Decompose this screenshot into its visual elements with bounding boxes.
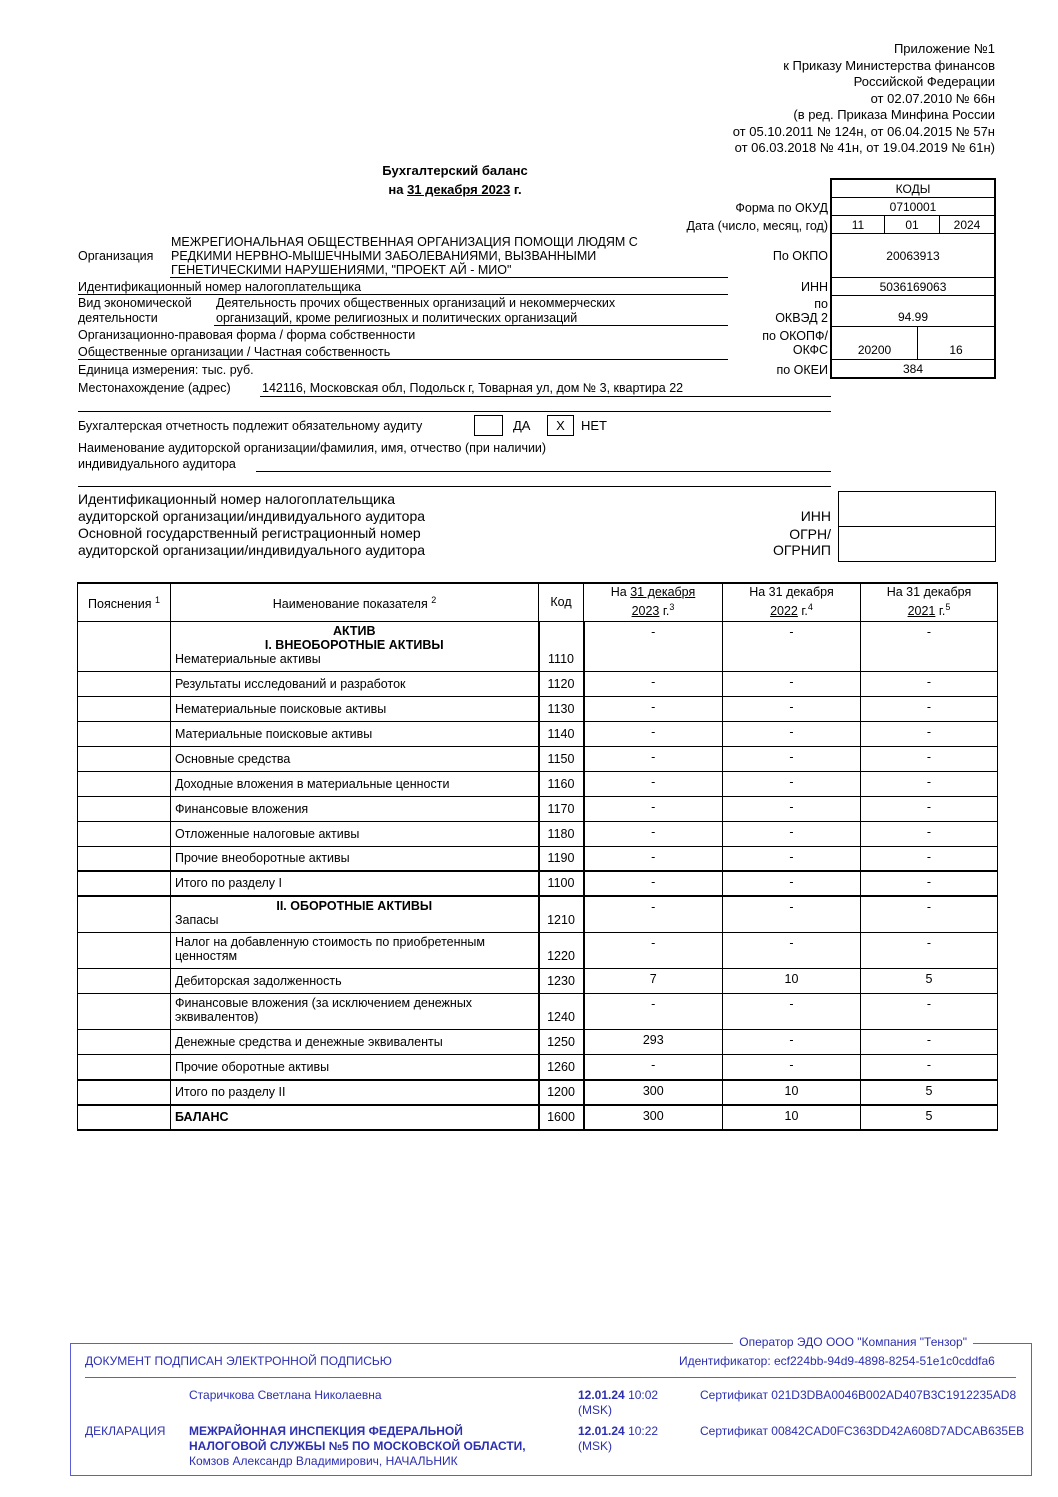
indicator-label: Нематериальные активы	[175, 651, 321, 666]
okved-value: 94.99	[830, 295, 996, 327]
auditor-name-label-2: индивидуального аудитора	[78, 457, 236, 471]
notes-cell	[78, 846, 171, 871]
audit-yes-label: ДА	[513, 418, 531, 433]
indicator-name	[171, 796, 539, 821]
appendix-line: от 05.10.2011 № 124н, от 06.04.2015 № 57н	[732, 123, 995, 139]
value-2023: -	[584, 821, 723, 846]
value-2022: -	[723, 621, 861, 671]
signer1-name: Старичкова Светлана Николаевна	[189, 1388, 382, 1402]
okpo-label: По ОКПО	[772, 249, 828, 263]
h-c1-sup: 3	[669, 602, 675, 613]
notes-cell	[78, 933, 171, 969]
appendix-line: от 06.03.2018 № 41н, от 19.04.2019 № 61н)	[734, 140, 995, 155]
notes-cell	[78, 1055, 171, 1080]
row-code: 1230	[539, 969, 584, 994]
value-2022: -	[723, 771, 861, 796]
value-2023: -	[584, 771, 723, 796]
form-label: Организационно-правовая форма / форма собственности	[78, 328, 416, 342]
title-suffix: г.	[513, 182, 522, 197]
value-2022: -	[723, 846, 861, 871]
table-row	[78, 671, 998, 696]
h-c1-b: 31 декабря	[630, 585, 696, 600]
okpo-value: 20063913	[830, 233, 996, 278]
audit-yes-checkbox[interactable]	[474, 415, 503, 436]
activity-value	[216, 296, 615, 326]
indicator-label: Дебиторская задолженность	[175, 974, 342, 988]
signer2-date: 12.01.24	[578, 1424, 625, 1438]
notes-cell	[78, 994, 171, 1030]
table-body	[78, 621, 998, 1130]
notes-cell	[78, 621, 171, 671]
date-year: 2024	[939, 215, 996, 234]
notes-cell	[78, 969, 171, 994]
value-2022: -	[723, 671, 861, 696]
indicator-name	[171, 721, 539, 746]
row-code: 1220	[539, 933, 584, 969]
signer2-org-2: НАЛОГОВОЙ СЛУЖБЫ №5 ПО МОСКОВСКОЙ ОБЛАСТИ,	[189, 1439, 526, 1453]
row-code: 1170	[539, 796, 584, 821]
okopf-value: 20200	[830, 326, 918, 360]
header-col-2023	[584, 583, 723, 621]
org-name-line: ГЕНЕТИЧЕСКИМИ НАРУШЕНИЯМИ, "ПРОЕКТ АЙ - МИО"	[171, 263, 512, 277]
indicator-label: Финансовые вложения	[175, 801, 309, 816]
inn-code-label: ИНН	[800, 280, 828, 294]
value-2023: -	[584, 721, 723, 746]
header-code: Код	[539, 583, 584, 621]
table-row	[78, 721, 998, 746]
form-underline	[78, 359, 728, 360]
form-value: Общественные организации / Частная собственность	[78, 345, 391, 359]
table-row	[78, 821, 998, 846]
address-underline	[260, 396, 831, 397]
table-row	[78, 1080, 998, 1105]
value-2021: 5	[861, 1105, 998, 1130]
title-date-line	[300, 180, 610, 199]
value-2023: -	[584, 896, 723, 933]
row-code: 1600	[539, 1105, 584, 1130]
value-2023: -	[584, 994, 723, 1030]
activity-value-1: Деятельность прочих общественных организаций и некоммерческих	[216, 296, 616, 310]
value-2022: -	[723, 896, 861, 933]
okved-label-2: ОКВЭД 2	[775, 311, 828, 325]
activity-value-2: организаций, кроме религиозных и политических организаций	[216, 311, 578, 325]
codes-header: КОДЫ	[830, 178, 996, 198]
indicator-label: Материальные поисковые активы	[175, 726, 373, 741]
date-label: Дата (число, месяц, год)	[686, 219, 828, 233]
signer2-name: Комзов Александр Владимирович, НАЧАЛЬНИК	[189, 1454, 458, 1468]
indicator-label: Результаты исследований и разработок	[175, 676, 406, 691]
indicator-label: Итого по разделу II	[175, 1084, 286, 1099]
value-2023: -	[584, 846, 723, 871]
activity-underline	[214, 325, 728, 326]
table-row	[78, 933, 998, 969]
value-2022: -	[723, 1055, 861, 1080]
section-heading: II. ОБОРОТНЫЕ АКТИВЫ	[276, 899, 433, 913]
h-c3-a: На 31 декабря	[886, 585, 972, 600]
appendix-line: Российской Федерации	[853, 74, 995, 89]
auditor-inn-label-1: Идентификационный номер налогоплательщика	[78, 491, 396, 507]
operator-label: Оператор ЭДО ООО "Компания "Тензор"	[733, 1335, 973, 1349]
header-notes-text: Пояснения	[88, 596, 152, 611]
value-2021: -	[861, 994, 998, 1030]
okopf-label-1: по ОКОПФ/	[762, 329, 828, 343]
indicator-name	[171, 969, 539, 994]
value-2021: -	[861, 846, 998, 871]
notes-cell	[78, 1080, 171, 1105]
row-code: 1160	[539, 771, 584, 796]
value-2022: -	[723, 1030, 861, 1055]
header-col-2021	[861, 583, 998, 621]
table-row	[78, 771, 998, 796]
value-2023: -	[584, 1055, 723, 1080]
indicator-name	[171, 1105, 539, 1130]
row-code: 1120	[539, 671, 584, 696]
value-2022: -	[723, 696, 861, 721]
auditor-name-label-1: Наименование аудиторской организации/фамилия, имя, отчество (при наличии)	[78, 441, 547, 455]
value-2022: -	[723, 933, 861, 969]
org-name-line: РЕДКИМИ НЕРВНО-МЫШЕЧНЫМИ ЗАБОЛЕВАНИЯМИ, ВЫЗВАННЫМИ	[171, 249, 597, 263]
unit-label: Единица измерения: тыс. руб.	[78, 363, 254, 377]
row-code: 1180	[539, 821, 584, 846]
org-name	[171, 235, 638, 277]
auditor-ogrn-code-2: ОГРНИП	[772, 542, 831, 558]
address-underline-2	[78, 411, 831, 412]
value-2021: -	[861, 933, 998, 969]
activity-label	[78, 296, 192, 326]
value-2022: -	[723, 746, 861, 771]
section-heading: I. ВНЕОБОРОТНЫЕ АКТИВЫ	[264, 637, 444, 652]
auditor-ogrn-label-1: Основной государственный регистрационный номер	[78, 525, 421, 541]
value-2022: 10	[723, 1105, 861, 1130]
inn-value: 5036169063	[830, 277, 996, 296]
indicator-name	[171, 896, 539, 933]
okfs-value: 16	[917, 326, 996, 360]
auditor-name-label	[78, 440, 546, 472]
signed-label: ДОКУМЕНТ ПОДПИСАН ЭЛЕКТРОННОЙ ПОДПИСЬЮ	[85, 1354, 392, 1368]
table-row	[78, 621, 998, 671]
auditor-ogrn-code-label	[773, 526, 831, 558]
indicator-name	[171, 1030, 539, 1055]
signer2-block	[189, 1424, 526, 1469]
h-c3-b: 2021	[907, 604, 936, 619]
okved-label-1: по	[814, 297, 828, 311]
okopf-label	[762, 329, 828, 357]
signer2-hour: 10:22	[628, 1424, 659, 1438]
appendix-line: (в ред. Приказа Минфина России	[793, 107, 995, 122]
value-2023: -	[584, 933, 723, 969]
auditor-ogrn-label-2: аудиторской организации/индивидуального аудитора	[78, 542, 426, 558]
indicator-label: Доходные вложения в материальные ценности	[175, 776, 450, 791]
value-2021: -	[861, 696, 998, 721]
indicator-name	[171, 1055, 539, 1080]
value-2021: -	[861, 1030, 998, 1055]
value-2023: -	[584, 796, 723, 821]
row-code: 1110	[539, 621, 584, 671]
value-2021: -	[861, 796, 998, 821]
value-2022: -	[723, 821, 861, 846]
h-c2-a: На 31 декабря	[749, 585, 834, 600]
org-underline	[170, 277, 728, 278]
indicator-label: Основные средства	[175, 751, 291, 766]
indicator-name	[171, 746, 539, 771]
h-c3-sup: 5	[945, 602, 951, 613]
row-code: 1250	[539, 1030, 584, 1055]
notes-cell	[78, 696, 171, 721]
indicator-label: Денежные средства и денежные эквиваленты	[175, 1035, 443, 1049]
value-2021: -	[861, 896, 998, 933]
org-name-line: МЕЖРЕГИОНАЛЬНАЯ ОБЩЕСТВЕННАЯ ОРГАНИЗАЦИЯ ПОМОЩИ ЛЮДЯМ С	[171, 235, 638, 249]
notes-cell	[78, 896, 171, 933]
notes-cell	[78, 721, 171, 746]
value-2022: -	[723, 796, 861, 821]
h-c1-d: г.	[662, 604, 670, 619]
table-header-row	[78, 583, 998, 621]
notes-cell	[78, 1105, 171, 1130]
appendix-line: Приложение №1	[893, 41, 995, 56]
header-notes-sup: 1	[154, 594, 160, 605]
signer2-tz: (MSK)	[578, 1439, 612, 1453]
table-row	[78, 796, 998, 821]
value-2023: 300	[584, 1080, 723, 1105]
auditor-inn-box[interactable]	[838, 491, 996, 527]
value-2023: 7	[584, 969, 723, 994]
audit-question: Бухгалтерская отчетность подлежит обязательному аудиту	[78, 419, 423, 433]
auditor-ogrn-code-1: ОГРН/	[789, 526, 831, 542]
indicator-label: Отложенные налоговые активы	[175, 826, 360, 841]
table-row	[78, 896, 998, 933]
activity-label-1: Вид экономической	[78, 296, 192, 310]
value-2023: -	[584, 746, 723, 771]
indicator-name	[171, 621, 539, 671]
auditor-name-underline-2	[78, 486, 831, 487]
indicator-name	[171, 933, 539, 969]
indicator-name	[171, 846, 539, 871]
table-row	[78, 994, 998, 1030]
value-2021: -	[861, 746, 998, 771]
indicator-label: БАЛАНС	[175, 1109, 229, 1124]
row-code: 1240	[539, 994, 584, 1030]
appendix-line: к Приказу Министерства финансов	[783, 57, 995, 73]
activity-label-2: деятельности	[78, 311, 158, 325]
date-day: 11	[830, 215, 885, 234]
value-2023: 300	[584, 1105, 723, 1130]
table-row	[78, 1055, 998, 1080]
signer1-cert: Сертификат 021D3DBA0046B002AD407B3C1912235AD8	[700, 1388, 1017, 1402]
value-2021: -	[861, 721, 998, 746]
indicator-name	[171, 771, 539, 796]
header-col-2022	[723, 583, 861, 621]
okud-value: 0710001	[830, 197, 996, 216]
signature-stamp	[70, 1335, 1032, 1476]
auditor-ogrn-box[interactable]	[838, 526, 996, 562]
signature-divider	[85, 1377, 1016, 1378]
audit-no-label: НЕТ	[581, 418, 607, 433]
value-2021: -	[861, 871, 998, 896]
signer2-time	[578, 1424, 658, 1454]
notes-cell	[78, 871, 171, 896]
balance-table	[77, 582, 998, 1131]
org-label: Организация	[78, 249, 154, 263]
signer1-date: 12.01.24	[578, 1388, 625, 1402]
audit-no-checkbox[interactable]: X	[547, 415, 574, 436]
row-code: 1210	[539, 896, 584, 933]
value-2021: -	[861, 621, 998, 671]
row-code: 1200	[539, 1080, 584, 1105]
value-2023: -	[584, 871, 723, 896]
appendix-line: от 02.07.2010 № 66н	[870, 90, 995, 106]
title-line: Бухгалтерский баланс	[382, 163, 528, 178]
h-c2-sup: 4	[807, 602, 813, 613]
h-c2-b: 2022	[770, 604, 798, 619]
table-row	[78, 696, 998, 721]
value-2021: -	[861, 671, 998, 696]
inn-underline	[78, 294, 728, 295]
value-2021: -	[861, 1055, 998, 1080]
notes-cell	[78, 1030, 171, 1055]
okopf-label-2: ОКФС	[792, 343, 828, 357]
notes-cell	[78, 671, 171, 696]
row-code: 1260	[539, 1055, 584, 1080]
value-2021: -	[861, 821, 998, 846]
indicator-label: Прочие оборотные активы	[175, 1059, 330, 1074]
indicator-label: Налог на добавленную стоимость по приобретенным ценностям	[175, 935, 485, 963]
table-row	[78, 1030, 998, 1055]
appendix-block	[595, 41, 995, 157]
okved-label	[775, 297, 828, 325]
auditor-inn-label-2: аудиторской организации/индивидуального аудитора	[78, 508, 426, 524]
h-c1-c: 2023	[631, 604, 660, 619]
signer2-org-1: МЕЖРАЙОННАЯ ИНСПЕКЦИЯ ФЕДЕРАЛЬНОЙ	[189, 1424, 463, 1438]
value-2021: -	[861, 771, 998, 796]
signer1-hour: 10:02	[628, 1388, 659, 1402]
notes-cell	[78, 821, 171, 846]
notes-cell	[78, 746, 171, 771]
value-2023: 293	[584, 1030, 723, 1055]
header-name-sup: 2	[431, 594, 437, 605]
value-2022: 10	[723, 969, 861, 994]
declaration-label: ДЕКЛАРАЦИЯ	[85, 1424, 166, 1438]
table-row	[78, 1105, 998, 1130]
h-c2-c: г.	[801, 604, 808, 619]
okud-label: Форма по ОКУД	[735, 201, 828, 215]
value-2023: -	[584, 621, 723, 671]
indicator-name	[171, 994, 539, 1030]
section-heading: АКТИВ	[332, 623, 376, 638]
document-title	[300, 161, 610, 199]
indicator-label: Итого по разделу I	[175, 876, 282, 890]
header-name	[171, 583, 539, 621]
table-row	[78, 871, 998, 896]
value-2022: 10	[723, 1080, 861, 1105]
indicator-name	[171, 1080, 539, 1105]
signer1-tz: (MSK)	[578, 1403, 612, 1417]
indicator-name	[171, 821, 539, 846]
auditor-inn-label	[78, 491, 425, 559]
inn-label: Идентификационный номер налогоплательщика	[78, 280, 362, 294]
h-c3-c: г.	[938, 604, 946, 619]
h-c1-a: На	[610, 585, 627, 600]
value-2022: -	[723, 994, 861, 1030]
value-2021: 5	[861, 1080, 998, 1105]
title-prefix: на	[388, 182, 404, 197]
indicator-label: Финансовые вложения (за исключением денежных эквивалентов)	[175, 996, 473, 1024]
table-row	[78, 746, 998, 771]
signer1-time	[578, 1388, 658, 1418]
date-month: 01	[884, 215, 940, 234]
identifier-label: Идентификатор: ecf224bb-94d9-4898-8254-51e1c0cddfa6	[679, 1354, 995, 1368]
row-code: 1150	[539, 746, 584, 771]
address-label: Местонахождение (адрес)	[78, 381, 231, 395]
indicator-name	[171, 871, 539, 896]
value-2021: 5	[861, 969, 998, 994]
value-2023: -	[584, 696, 723, 721]
okei-value: 384	[830, 359, 996, 379]
okei-label: по ОКЕИ	[776, 363, 828, 377]
header-name-text: Наименование показателя	[272, 596, 428, 611]
value-2022: -	[723, 871, 861, 896]
table-row	[78, 846, 998, 871]
address-value: 142116, Московская обл, Подольск г, Товарная ул, дом № 3, квартира 22	[262, 381, 684, 395]
row-code: 1130	[539, 696, 584, 721]
value-2023: -	[584, 671, 723, 696]
header-notes	[78, 583, 171, 621]
row-code: 1100	[539, 871, 584, 896]
auditor-inn-code-label: ИНН	[800, 508, 831, 524]
table-row	[78, 969, 998, 994]
row-code: 1190	[539, 846, 584, 871]
value-2022: -	[723, 721, 861, 746]
indicator-label: Запасы	[175, 913, 219, 927]
title-date: 31 декабря 2023	[407, 182, 511, 197]
row-code: 1140	[539, 721, 584, 746]
notes-cell	[78, 796, 171, 821]
indicator-name	[171, 671, 539, 696]
signer2-cert: Сертификат 00842CAD0FC363DD42A608D7ADCAB635EB	[700, 1424, 1025, 1438]
indicator-label: Нематериальные поисковые активы	[175, 701, 387, 716]
indicator-label: Прочие внеоборотные активы	[175, 851, 350, 865]
auditor-name-underline	[256, 471, 831, 472]
notes-cell	[78, 771, 171, 796]
indicator-name	[171, 696, 539, 721]
